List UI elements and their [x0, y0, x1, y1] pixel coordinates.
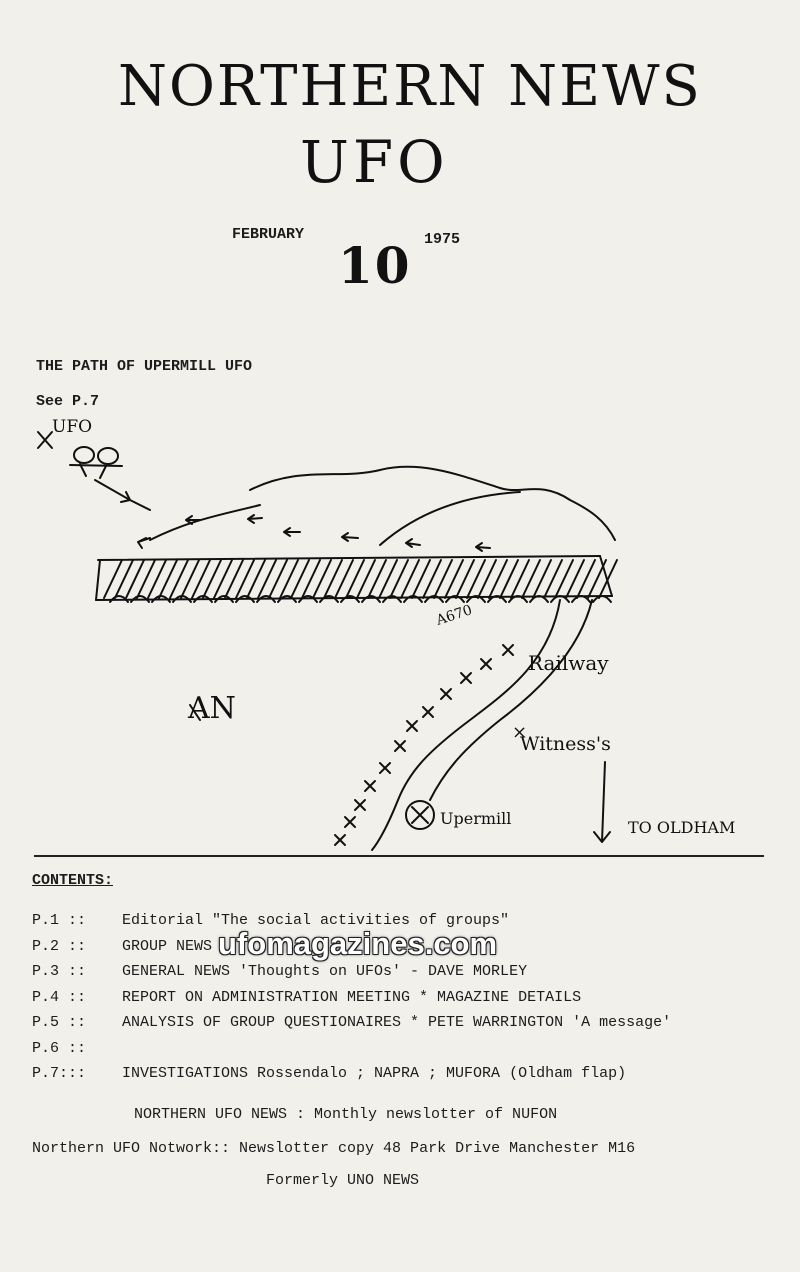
- map-label-ufo: UFO: [52, 417, 93, 437]
- issue-number: 10: [338, 236, 412, 295]
- contents-page: P.3 ::: [32, 963, 87, 980]
- contents-row: [32, 1040, 122, 1057]
- issue-year: 1975: [424, 231, 461, 248]
- contents-page: P.4 ::: [32, 988, 87, 1006]
- ufo-symbol: [98, 448, 118, 464]
- contents-title: INVESTIGATIONS Rossendalo ; NAPRA ; MUFORA (Oldham flap): [122, 1065, 627, 1082]
- map-label-witness: Witness's: [520, 733, 611, 755]
- ufo-sighting-cross: [38, 432, 52, 448]
- contents-row: [32, 963, 527, 980]
- map-see-page: See P.7: [36, 393, 100, 410]
- contents-row: [32, 1014, 671, 1031]
- railway-hatching: [104, 560, 617, 598]
- map-label-upermill: Upermill: [440, 809, 512, 828]
- map-heading: THE PATH OF UPERMILL UFO: [36, 358, 253, 375]
- footer-line3: Formerly UNO NEWS: [266, 1172, 420, 1189]
- contents-title: REPORT ON ADMINISTRATION MEETING * MAGAZINE DETAILS: [122, 988, 582, 1006]
- footer-line1: NORTHERN UFO NEWS : Monthly newslotter of NUFON: [134, 1106, 558, 1123]
- section-divider: [34, 855, 764, 857]
- contents-row: [32, 1065, 626, 1082]
- ufo-symbol: [74, 447, 94, 463]
- masthead-line2: UFO: [300, 128, 449, 196]
- contents-page: P.7:::: [32, 1065, 87, 1082]
- footer-line2: Northern UFO Notwork:: Newslotter copy 48 Park Drive Manchester M16: [32, 1140, 636, 1157]
- contents-title: GROUP NEWS: [122, 937, 213, 955]
- map-label-a670: A670: [434, 602, 475, 629]
- contents-page: P.5 ::: [32, 1014, 87, 1031]
- contents-title: GENERAL NEWS 'Thoughts on UFOs' - DAVE MORLEY: [122, 963, 528, 980]
- issue-month: FEBRUARY: [232, 226, 305, 243]
- map-label-railway: Railway: [528, 651, 609, 675]
- contents-page: P.6 ::: [32, 1039, 87, 1057]
- masthead-line1: NORTHERN NEWS: [118, 54, 702, 119]
- contents-title: Editorial "The social activities of groups": [122, 912, 510, 929]
- contents-title: ANALYSIS OF GROUP QUESTIONAIRES * PETE WARRINGTON 'A message': [122, 1014, 672, 1031]
- site-watermark: ufomagazines.com: [218, 926, 498, 961]
- contents-page: P.2 ::: [32, 937, 87, 955]
- contents-page: P.1 ::: [32, 912, 87, 929]
- map-label-to-oldham: TO OLDHAM: [628, 818, 736, 837]
- map-label-an: AN: [188, 691, 236, 726]
- contents-row: [32, 989, 581, 1006]
- witness-cross: ×: [512, 722, 528, 743]
- contents-heading: CONTENTS:: [32, 872, 114, 889]
- contents-row: [32, 938, 212, 955]
